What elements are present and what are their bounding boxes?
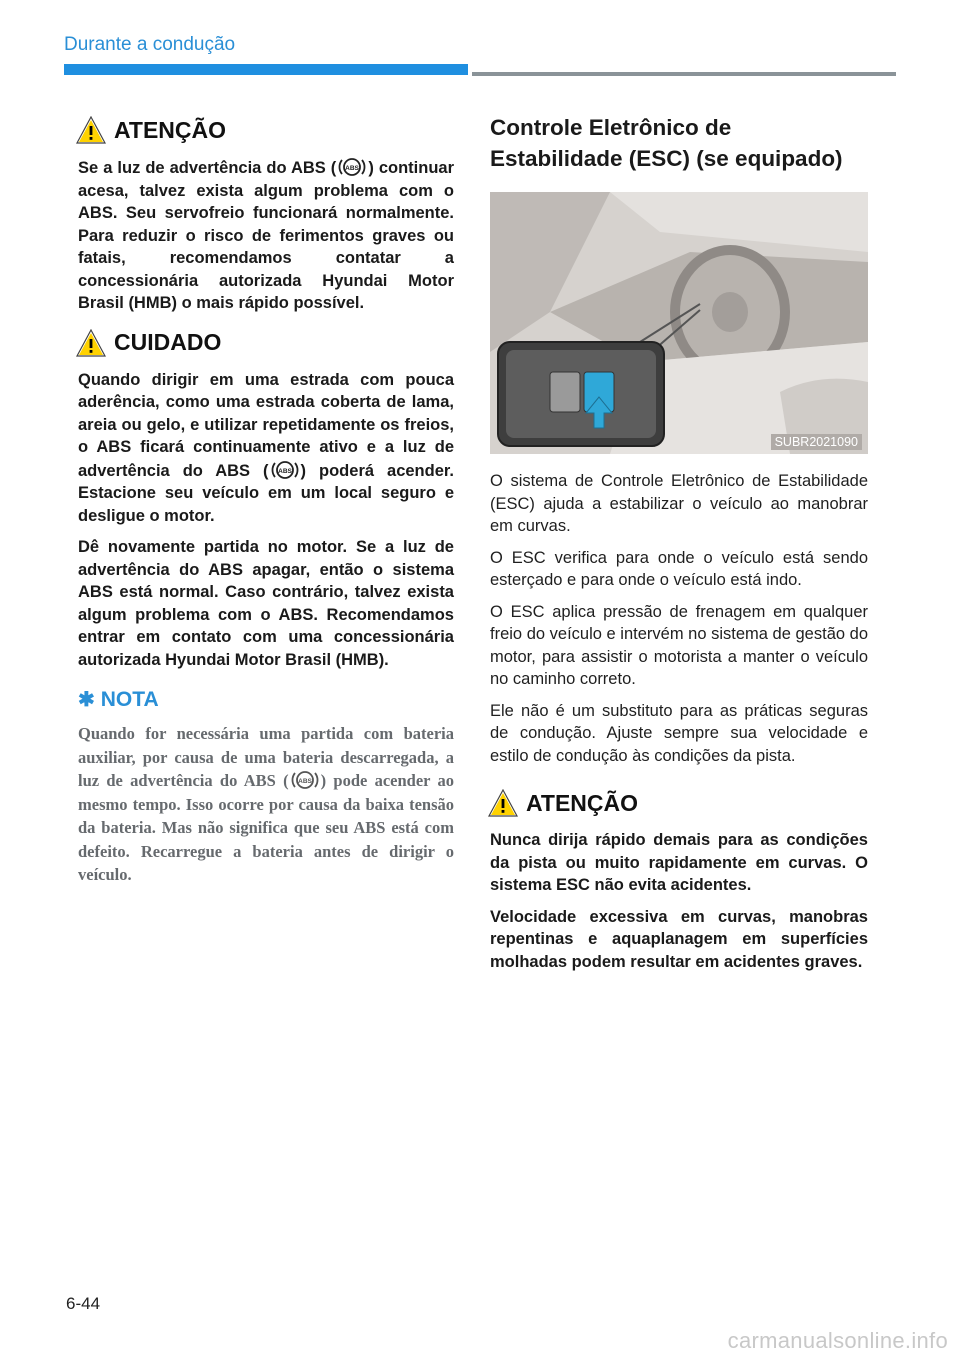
right-column xyxy=(490,112,868,982)
svg-text:ABS: ABS xyxy=(345,165,360,172)
text-segment: ) continuar acesa, talvez exista algum problema com o ABS. Seu servofreio funcionará normalmente. Para reduzir o risco de ferimentos graves ou fatais, recomendamos contatar a concessionária autorizada Hyundai Motor Brasil (HMB) o mais rápido possível. xyxy=(78,159,455,312)
page-number: 6-44 xyxy=(66,1294,101,1313)
abs-warning-light-icon xyxy=(338,156,366,178)
esc-warning-paragraph-2: Velocidade excessiva em curvas, manobras repentinas e aquaplanagem em superfícies molhadas podem resultar em acidentes graves. xyxy=(490,907,868,971)
header-section-title: Durante a condução xyxy=(64,34,236,55)
esc-paragraph-4: Ele não é um substituto para as práticas seguras de condução. Ajuste sempre sua velocidade e estilo de condução às condições da pista. xyxy=(490,701,868,765)
text-segment: Se a luz de advertência do ABS ( xyxy=(78,159,337,177)
asterisk-icon: ✱ xyxy=(78,689,95,711)
car-interior-image xyxy=(490,192,868,454)
note-heading: NOTA xyxy=(100,687,159,711)
text-segment: ) pode acender ao mesmo tempo. Isso ocorre por causa da baixa tensão da bateria. Mas não significa que seu ABS está com defeito. Recarregue a bateria antes de dirigir o veículo. xyxy=(78,771,454,884)
esc-paragraph-3: O ESC aplica pressão de frenagem em qualquer freio do veículo e intervém no sistema de gestão do motor, para assistir o motorista a manter o veículo no caminho correto. xyxy=(490,602,868,688)
note-heading-row xyxy=(78,687,454,712)
section-heading: Controle Eletrônico de Estabilidade (ESC) (se equipado) xyxy=(490,115,843,171)
note-paragraph xyxy=(78,722,454,887)
warning-heading-row xyxy=(76,116,454,144)
note-block xyxy=(78,687,454,887)
caution-paragraph-2: Dê novamente partida no motor. Se a luz de advertência do ABS apagar, então o sistema ABS está normal. Caso contrário, talvez exista algum problema com o ABS. Recomendamos entrar em contato com uma concessionária autorizada Hyundai Motor Brasil (HMB). xyxy=(78,538,454,669)
warning-heading: ATENÇÃO xyxy=(114,116,227,143)
warning-heading-row xyxy=(488,789,868,817)
svg-text:ABS: ABS xyxy=(277,467,292,475)
caution-block xyxy=(78,329,454,672)
left-column xyxy=(78,116,454,887)
warning-heading: ATENÇÃO xyxy=(526,789,639,816)
warning-triangle-icon xyxy=(76,116,106,144)
watermark: carmanualsonline.info xyxy=(727,1328,948,1353)
abs-warning-light-icon xyxy=(271,459,299,481)
abs-warning-light-icon xyxy=(291,769,319,791)
header-divider xyxy=(472,72,896,76)
figure-code: SUBR2021090 xyxy=(771,434,862,450)
warning-paragraph xyxy=(78,156,454,315)
svg-text:ABS: ABS xyxy=(297,778,312,785)
warning-triangle-icon xyxy=(488,789,518,817)
header-accent-bar xyxy=(64,64,468,75)
esc-paragraph-2: O ESC verifica para onde o veículo está sendo esterçado e para onde o veículo está indo. xyxy=(490,548,868,589)
caution-heading: CUIDADO xyxy=(114,329,222,355)
text-segment: Quando dirigir em uma estrada com pouca aderência, como uma estrada coberta de lama, areia ou gelo, e utilizar repetidamente os freios, o ABS ficará continuamente ativo e a luz de advertência do ABS ( xyxy=(78,370,454,480)
text-segment: ) poderá acender. Estacione seu veículo em um local seguro e desligue o motor. xyxy=(78,461,454,525)
caution-triangle-icon xyxy=(76,329,106,357)
esc-paragraph-1: O sistema de Controle Eletrônico de Estabilidade (ESC) ajuda a estabilizar o veículo ao manobrar em curvas. xyxy=(490,472,868,535)
esc-switch-illustration xyxy=(490,192,868,454)
warning-block-esc xyxy=(490,789,868,973)
warning-block-abs xyxy=(78,116,454,315)
esc-warning-paragraph-1: Nunca dirija rápido demais para as condições da pista ou muito rapidamente em curvas. O sistema ESC não evita acidentes. xyxy=(490,831,868,894)
caution-heading-row xyxy=(76,329,454,357)
text-segment: Quando for necessária uma partida com bateria auxiliar, por causa de uma bateria descarregada, a luz de advertência do ABS ( xyxy=(78,724,454,790)
caution-paragraph-1 xyxy=(78,369,454,528)
